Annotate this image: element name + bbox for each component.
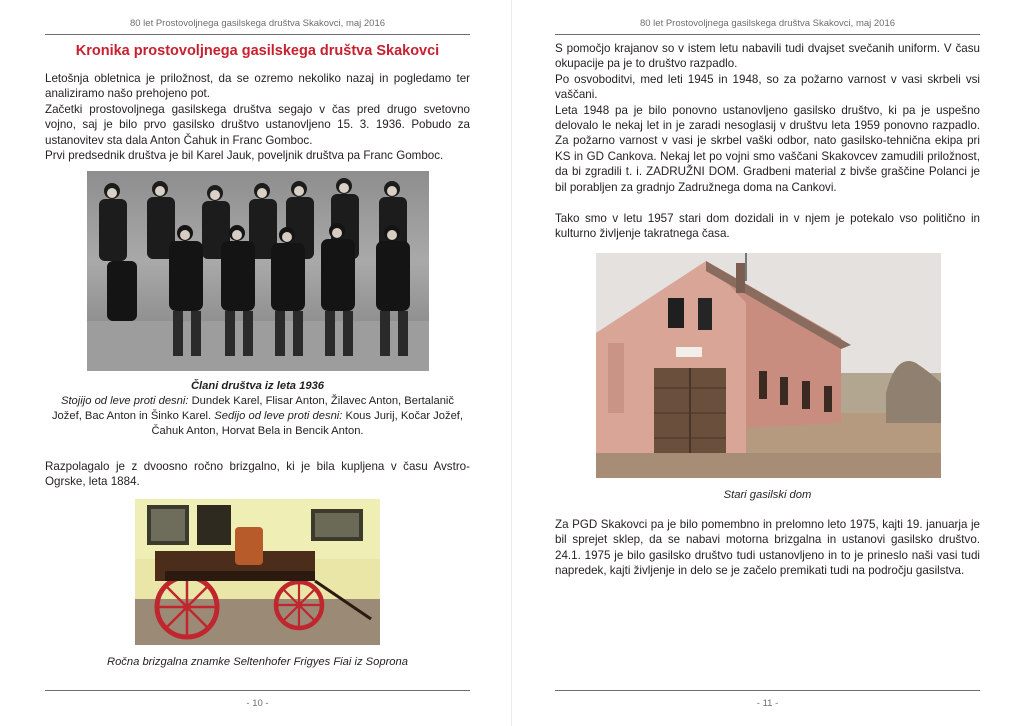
paragraph-1957: Tako smo v letu 1957 stari dom dozidali in v njem je potekalo vso politično in kulturno življenje takratnega časa. [555, 212, 980, 241]
paragraph-1975: Za PGD Skakovci pa je bilo pomembno in prelomno leto 1975, kajti 19. januarja je bil sprejet sklep, da se nabavi motorna brizgalna in ustanovi gasilsko društvo. 24.1. 1975 je bilo gasilsko društvo tudi ustanovljeno in to je prineslo naši vasi tudi napredek, kajti življenje in delo se je začelo premikati tudi na področju gasilstva. [555, 518, 980, 578]
caption-sitting-label: Sedijo od leve proti desni: [214, 410, 343, 422]
intro-paragraph: Prvi predsednik društva je bil Karel Jauk, poveljnik društva pa Franc Gomboc. [45, 149, 444, 163]
photo1-caption [45, 379, 470, 439]
footer-rule-left [45, 690, 470, 691]
hand-pump-photo [135, 499, 380, 645]
running-header-right: 80 let Prostovoljnega gasilskega društva Skakovci, maj 2016 [639, 18, 896, 29]
intro-text [45, 71, 470, 163]
intro-paragraph: Začetki prostovoljnega gasilskega društva segajo v čas pred drugo svetovno vojno, saj je bilo prvo gasilsko društvo ustanovljeno 15. 3. 1936. Pobudo za ustanovitev sta dala Anton Čahuk in Franc Gomboc. [45, 102, 470, 147]
page-number-right: - 11 - [756, 698, 779, 709]
history-text [555, 41, 980, 195]
header-rule-left [45, 34, 470, 35]
header-rule-right [555, 34, 980, 35]
history-paragraph: Po osvoboditvi, med leti 1945 in 1948, so za požarno varnost v vasi skrbeli vsi vaščani. [555, 72, 980, 102]
firefighters-1936-photo [87, 171, 429, 371]
footer-rule-right [555, 690, 980, 691]
running-header-left: 80 let Prostovoljnega gasilskega društva Skakovci, maj 2016 [129, 18, 386, 29]
history-paragraph: S pomočjo krajanov so v istem letu nabavili tudi dvajset svečanih uniform. V času okupacije pa je to društvo razpadlo. [555, 42, 980, 71]
caption-standing-label: Stojijo od leve proti desni: [60, 395, 189, 407]
caption-standing-names: Dundek Karel, Flisar Anton, Žilavec Anton, Bertalanič Jožef, Bac Anton in Šinko Karel. [51, 395, 455, 422]
old-fire-station-photo [596, 253, 941, 478]
photo3-caption: Stari gasilski dom [723, 489, 812, 501]
pump-paragraph: Razpolagalo je z dvoosno ročno brizgalno, ki je bila kupljena v času Avstro-Ogrske, leta 1884. [45, 460, 470, 489]
right-page [512, 0, 1024, 726]
intro-paragraph: Letošnja obletnica je priložnost, da se ozremo nekoliko nazaj in pogledamo ter analiziramo našo prehojeno pot. [45, 72, 470, 101]
photo2-caption: Ročna brizgalna znamke Seltenhofer Frigyes Fiai iz Soprona [107, 656, 408, 668]
page-number-left: - 10 - [246, 698, 269, 709]
photo1-caption-title: Člani društva iz leta 1936 [190, 380, 325, 392]
caption-sitting-names: Kous Jurij, Kočar Jožef, Čahuk Anton, Horvat Bela in Bencik Anton. [151, 410, 464, 437]
history-paragraph: Leta 1948 pa je bilo ponovno ustanovljeno gasilsko društvo, ki pa je uspešno delovalo le nekaj let in je zaradi nesoglasij v društvu leta 1959 ponovno razpadlo. Za požarno varnost v vasi je skrbel vaški odbor, nato gasilsko-tehnična ekipa pri KS in GD Cankova. Nekaj let po vojni smo vaščani Skakovcev zamudili priložnost, da bi zgradili t. i. ZADRUŽNI DOM. Gradbeni material z bivše graščine Polanci je bil porabljen za gradnjo Zadružnega doma na Cankovi. [555, 103, 980, 194]
page-title: Kronika prostovoljnega gasilskega društva Skakovci [75, 43, 440, 59]
